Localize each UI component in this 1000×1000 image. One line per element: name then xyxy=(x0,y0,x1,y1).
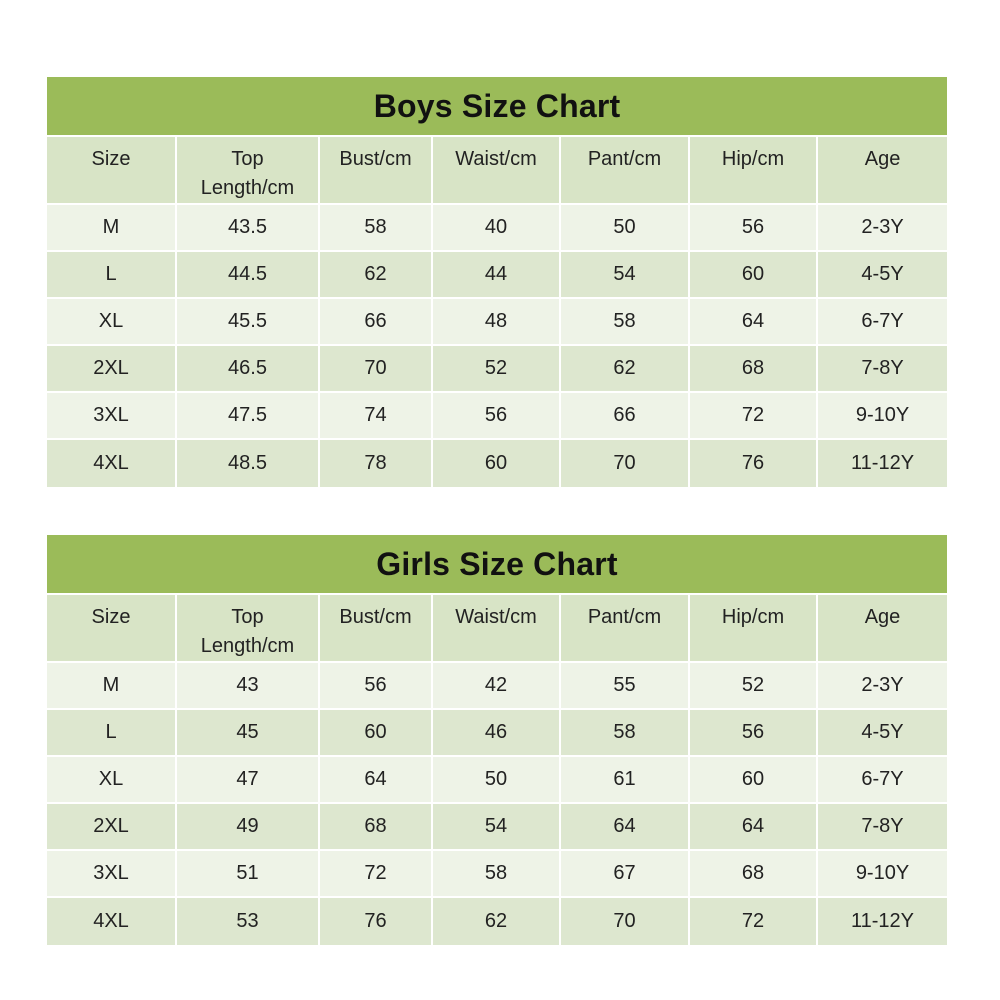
boys-table-cell: 48 xyxy=(433,299,561,346)
girls-table-cell: 7-8Y xyxy=(818,804,947,851)
girls-table-cell: 76 xyxy=(320,898,433,945)
girls-chart-title: Girls Size Chart xyxy=(47,535,947,595)
girls-table-cell: 56 xyxy=(320,663,433,710)
girls-table-cell: 11-12Y xyxy=(818,898,947,945)
boys-table-cell: 48.5 xyxy=(177,440,320,487)
boys-column-header: Waist/cm xyxy=(433,137,561,205)
boys-table-row xyxy=(47,252,947,299)
boys-table-cell: 60 xyxy=(433,440,561,487)
boys-table-cell: 66 xyxy=(561,393,690,440)
boys-column-header: Age xyxy=(818,137,947,205)
boys-column-header: Hip/cm xyxy=(690,137,818,205)
boys-table-cell: 66 xyxy=(320,299,433,346)
girls-column-header: Size xyxy=(47,595,177,663)
boys-table-cell: 76 xyxy=(690,440,818,487)
boys-table-cell: L xyxy=(47,252,177,299)
girls-table-cell: 72 xyxy=(690,898,818,945)
girls-table-body xyxy=(47,663,947,945)
boys-table-cell: 7-8Y xyxy=(818,346,947,393)
girls-table-cell: 42 xyxy=(433,663,561,710)
boys-table-cell: 47.5 xyxy=(177,393,320,440)
boys-table-cell: 62 xyxy=(320,252,433,299)
boys-table-cell: 9-10Y xyxy=(818,393,947,440)
boys-column-header: Top Length/cm xyxy=(177,137,320,205)
girls-table-cell: 46 xyxy=(433,710,561,757)
girls-table-cell: 3XL xyxy=(47,851,177,898)
boys-table-cell: 3XL xyxy=(47,393,177,440)
boys-column-header: Pant/cm xyxy=(561,137,690,205)
girls-table-cell: 45 xyxy=(177,710,320,757)
boys-table-cell: 2-3Y xyxy=(818,205,947,252)
boys-header-row xyxy=(47,137,947,205)
boys-table-cell: 44 xyxy=(433,252,561,299)
boys-table-cell: 68 xyxy=(690,346,818,393)
girls-table-row xyxy=(47,663,947,710)
boys-table-cell: 74 xyxy=(320,393,433,440)
boys-table-row xyxy=(47,205,947,252)
boys-table-cell: 64 xyxy=(690,299,818,346)
girls-table-cell: 67 xyxy=(561,851,690,898)
boys-table-cell: XL xyxy=(47,299,177,346)
girls-table-cell: 56 xyxy=(690,710,818,757)
boys-table-cell: 58 xyxy=(320,205,433,252)
boys-size-chart xyxy=(47,77,947,487)
girls-table-cell: L xyxy=(47,710,177,757)
boys-table-cell: 56 xyxy=(433,393,561,440)
girls-table-cell: 61 xyxy=(561,757,690,804)
girls-table-row xyxy=(47,898,947,945)
girls-table-row xyxy=(47,804,947,851)
boys-table-cell: 45.5 xyxy=(177,299,320,346)
girls-table-cell: 49 xyxy=(177,804,320,851)
girls-table-row xyxy=(47,851,947,898)
girls-table-cell: 50 xyxy=(433,757,561,804)
boys-table-cell: 62 xyxy=(561,346,690,393)
girls-column-header: Pant/cm xyxy=(561,595,690,663)
boys-table-cell: 4XL xyxy=(47,440,177,487)
girls-table-cell: 64 xyxy=(561,804,690,851)
boys-table-cell: 43.5 xyxy=(177,205,320,252)
boys-table-cell: 60 xyxy=(690,252,818,299)
girls-size-chart xyxy=(47,535,947,945)
girls-column-header: Top Length/cm xyxy=(177,595,320,663)
boys-table-cell: 46.5 xyxy=(177,346,320,393)
girls-table-cell: 68 xyxy=(320,804,433,851)
boys-table-cell: 70 xyxy=(561,440,690,487)
girls-table-cell: 53 xyxy=(177,898,320,945)
boys-table-cell: 50 xyxy=(561,205,690,252)
girls-table-cell: 4-5Y xyxy=(818,710,947,757)
boys-table-cell: M xyxy=(47,205,177,252)
boys-table-cell: 40 xyxy=(433,205,561,252)
boys-table-cell: 54 xyxy=(561,252,690,299)
boys-table-cell: 11-12Y xyxy=(818,440,947,487)
boys-table-cell: 4-5Y xyxy=(818,252,947,299)
boys-table-row xyxy=(47,299,947,346)
boys-column-header: Bust/cm xyxy=(320,137,433,205)
girls-header-row xyxy=(47,595,947,663)
boys-table-row xyxy=(47,440,947,487)
girls-table-cell: 58 xyxy=(433,851,561,898)
girls-table-cell: 72 xyxy=(320,851,433,898)
girls-table-cell: 68 xyxy=(690,851,818,898)
girls-table-cell: 6-7Y xyxy=(818,757,947,804)
boys-table-cell: 44.5 xyxy=(177,252,320,299)
boys-table-cell: 2XL xyxy=(47,346,177,393)
boys-table-cell: 70 xyxy=(320,346,433,393)
boys-column-header: Size xyxy=(47,137,177,205)
girls-table-cell: 60 xyxy=(320,710,433,757)
girls-column-header: Waist/cm xyxy=(433,595,561,663)
girls-table-cell: 51 xyxy=(177,851,320,898)
girls-table-row xyxy=(47,757,947,804)
boys-table-body xyxy=(47,205,947,487)
girls-table-cell: 4XL xyxy=(47,898,177,945)
boys-chart-title: Boys Size Chart xyxy=(47,77,947,137)
girls-table-cell: M xyxy=(47,663,177,710)
girls-table-cell: 70 xyxy=(561,898,690,945)
girls-table-cell: 47 xyxy=(177,757,320,804)
girls-table-cell: 64 xyxy=(320,757,433,804)
boys-table-cell: 52 xyxy=(433,346,561,393)
boys-table-row xyxy=(47,393,947,440)
girls-table-cell: 54 xyxy=(433,804,561,851)
boys-table-cell: 56 xyxy=(690,205,818,252)
boys-table-cell: 6-7Y xyxy=(818,299,947,346)
girls-table-cell: 52 xyxy=(690,663,818,710)
girls-table-cell: 58 xyxy=(561,710,690,757)
girls-table-cell: 2XL xyxy=(47,804,177,851)
girls-table-cell: 55 xyxy=(561,663,690,710)
boys-table-cell: 78 xyxy=(320,440,433,487)
girls-table-cell: 43 xyxy=(177,663,320,710)
girls-table-cell: XL xyxy=(47,757,177,804)
boys-table-cell: 58 xyxy=(561,299,690,346)
girls-table-cell: 62 xyxy=(433,898,561,945)
boys-table-row xyxy=(47,346,947,393)
girls-column-header: Age xyxy=(818,595,947,663)
girls-table-cell: 2-3Y xyxy=(818,663,947,710)
boys-table-cell: 72 xyxy=(690,393,818,440)
girls-table-cell: 64 xyxy=(690,804,818,851)
girls-column-header: Bust/cm xyxy=(320,595,433,663)
girls-column-header: Hip/cm xyxy=(690,595,818,663)
girls-table-cell: 60 xyxy=(690,757,818,804)
girls-table-cell: 9-10Y xyxy=(818,851,947,898)
girls-table-row xyxy=(47,710,947,757)
